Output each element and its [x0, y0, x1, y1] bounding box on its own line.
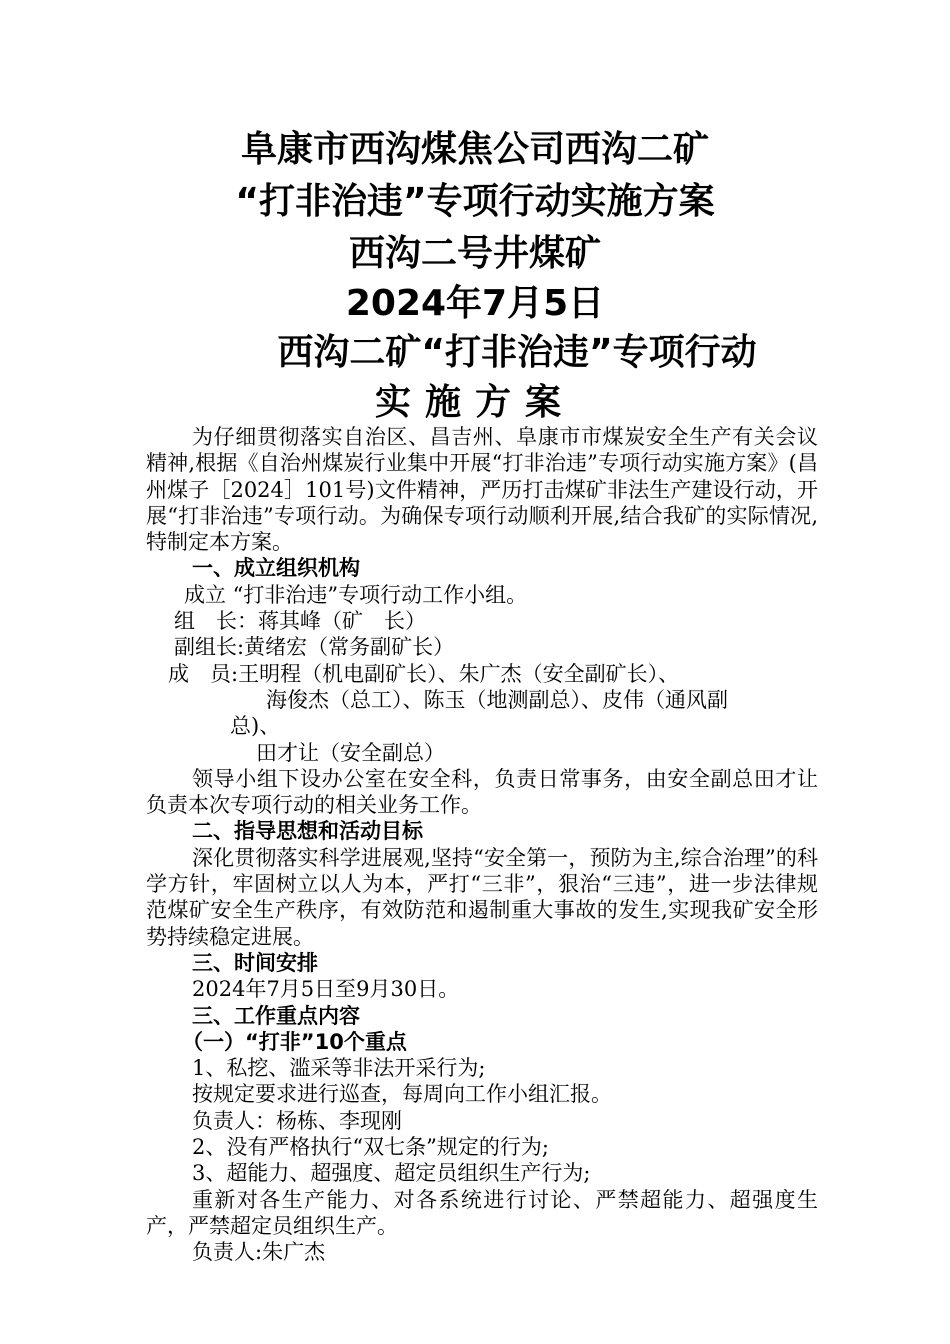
org-line-members-a: 成 员:王明程（机电副矿长）、朱广杰（安全副矿长）、 — [168, 661, 680, 686]
section-heading-organization: 一、成立组织机构 — [192, 556, 360, 581]
key-item-1-note: 按规定要求进行巡查，每周向工作小组汇报。 — [192, 1082, 612, 1107]
subsection-heading-dafei: （一）“打非”10个重点 — [182, 1029, 407, 1054]
subtitle: 西沟二矿“打非治违”专项行动 — [277, 332, 757, 373]
company-title: 阜康市西沟煤焦公司西沟二矿 — [240, 129, 709, 170]
key-item-1-owner: 负责人：杨栋、李现刚 — [192, 1108, 402, 1133]
key-item-3-note: 重新对各生产能力、对各系统进行讨论、严禁超能力、超强度生产，严禁超定员组织生产。 — [146, 1187, 818, 1238]
subtitle-plan: 实施方案 — [374, 382, 575, 423]
org-line-members-c: 总)、 — [230, 714, 281, 739]
key-item-3: 3、超能力、超强度、超定员组织生产行为; — [192, 1161, 591, 1186]
org-line-deputy: 副组长:黄绪宏（常务副矿长） — [174, 635, 455, 660]
mine-title: 西沟二号井煤矿 — [348, 233, 601, 274]
schedule-text: 2024年7月5日至9月30日。 — [192, 977, 460, 1002]
guidance-paragraph: 深化贯彻落实科学进展观,坚持“安全第一，预防为主,综合治理”的科学方针，牢固树立以人为本，严打“三非”，狠治“三违”，进一步法律规范煤矿安全生产秩序，有效防范和遏制重大事故的发生,实现我矿安全形势持续稳定进展。 — [146, 845, 818, 949]
intro-paragraph: 为仔细贯彻落实自治区、昌吉州、阜康市市煤炭安全生产有关会议精神,根据《自治州煤炭行业集中开展“打非治违”专项行动实施方案》(昌州煤子［2024］101号)文件精神，严历打击煤矿非法生产建设行动，开展“打非治违”专项行动。为确保专项行动顺利开展,结合我矿的实际情况,特制定本方案。 — [146, 425, 818, 555]
section-heading-key-content: 三、工作重点内容 — [192, 1003, 360, 1028]
key-item-3-owner: 负责人:朱广杰 — [192, 1240, 326, 1265]
key-item-1: 1、私挖、滥采等非法开采行为; — [192, 1056, 486, 1081]
org-line-members-b: 海俊杰（总工）、陈玉（地测副总）、皮伟（通风副 — [266, 687, 728, 712]
org-line-leader: 组 长：蒋其峰（矿 长） — [174, 609, 426, 634]
org-line-establish: 成立 “打非治违”专项行动工作小组。 — [184, 582, 528, 607]
document-body — [146, 424, 818, 1266]
key-item-2: 2、没有严格执行“双七条”规定的行为; — [192, 1135, 549, 1160]
section-heading-schedule: 三、时间安排 — [192, 950, 318, 975]
date-title: 2024年7月5日 — [345, 283, 605, 324]
org-line-members-d: 田才让（安全副总） — [256, 740, 445, 765]
plan-title: “打非治违”专项行动实施方案 — [235, 181, 715, 222]
section-heading-guidance: 二、指导思想和活动目标 — [192, 819, 423, 844]
office-paragraph: 领导小组下设办公室在安全科，负责日常事务，由安全副总田才让负责本次专项行动的相关业务工作。 — [146, 766, 818, 818]
